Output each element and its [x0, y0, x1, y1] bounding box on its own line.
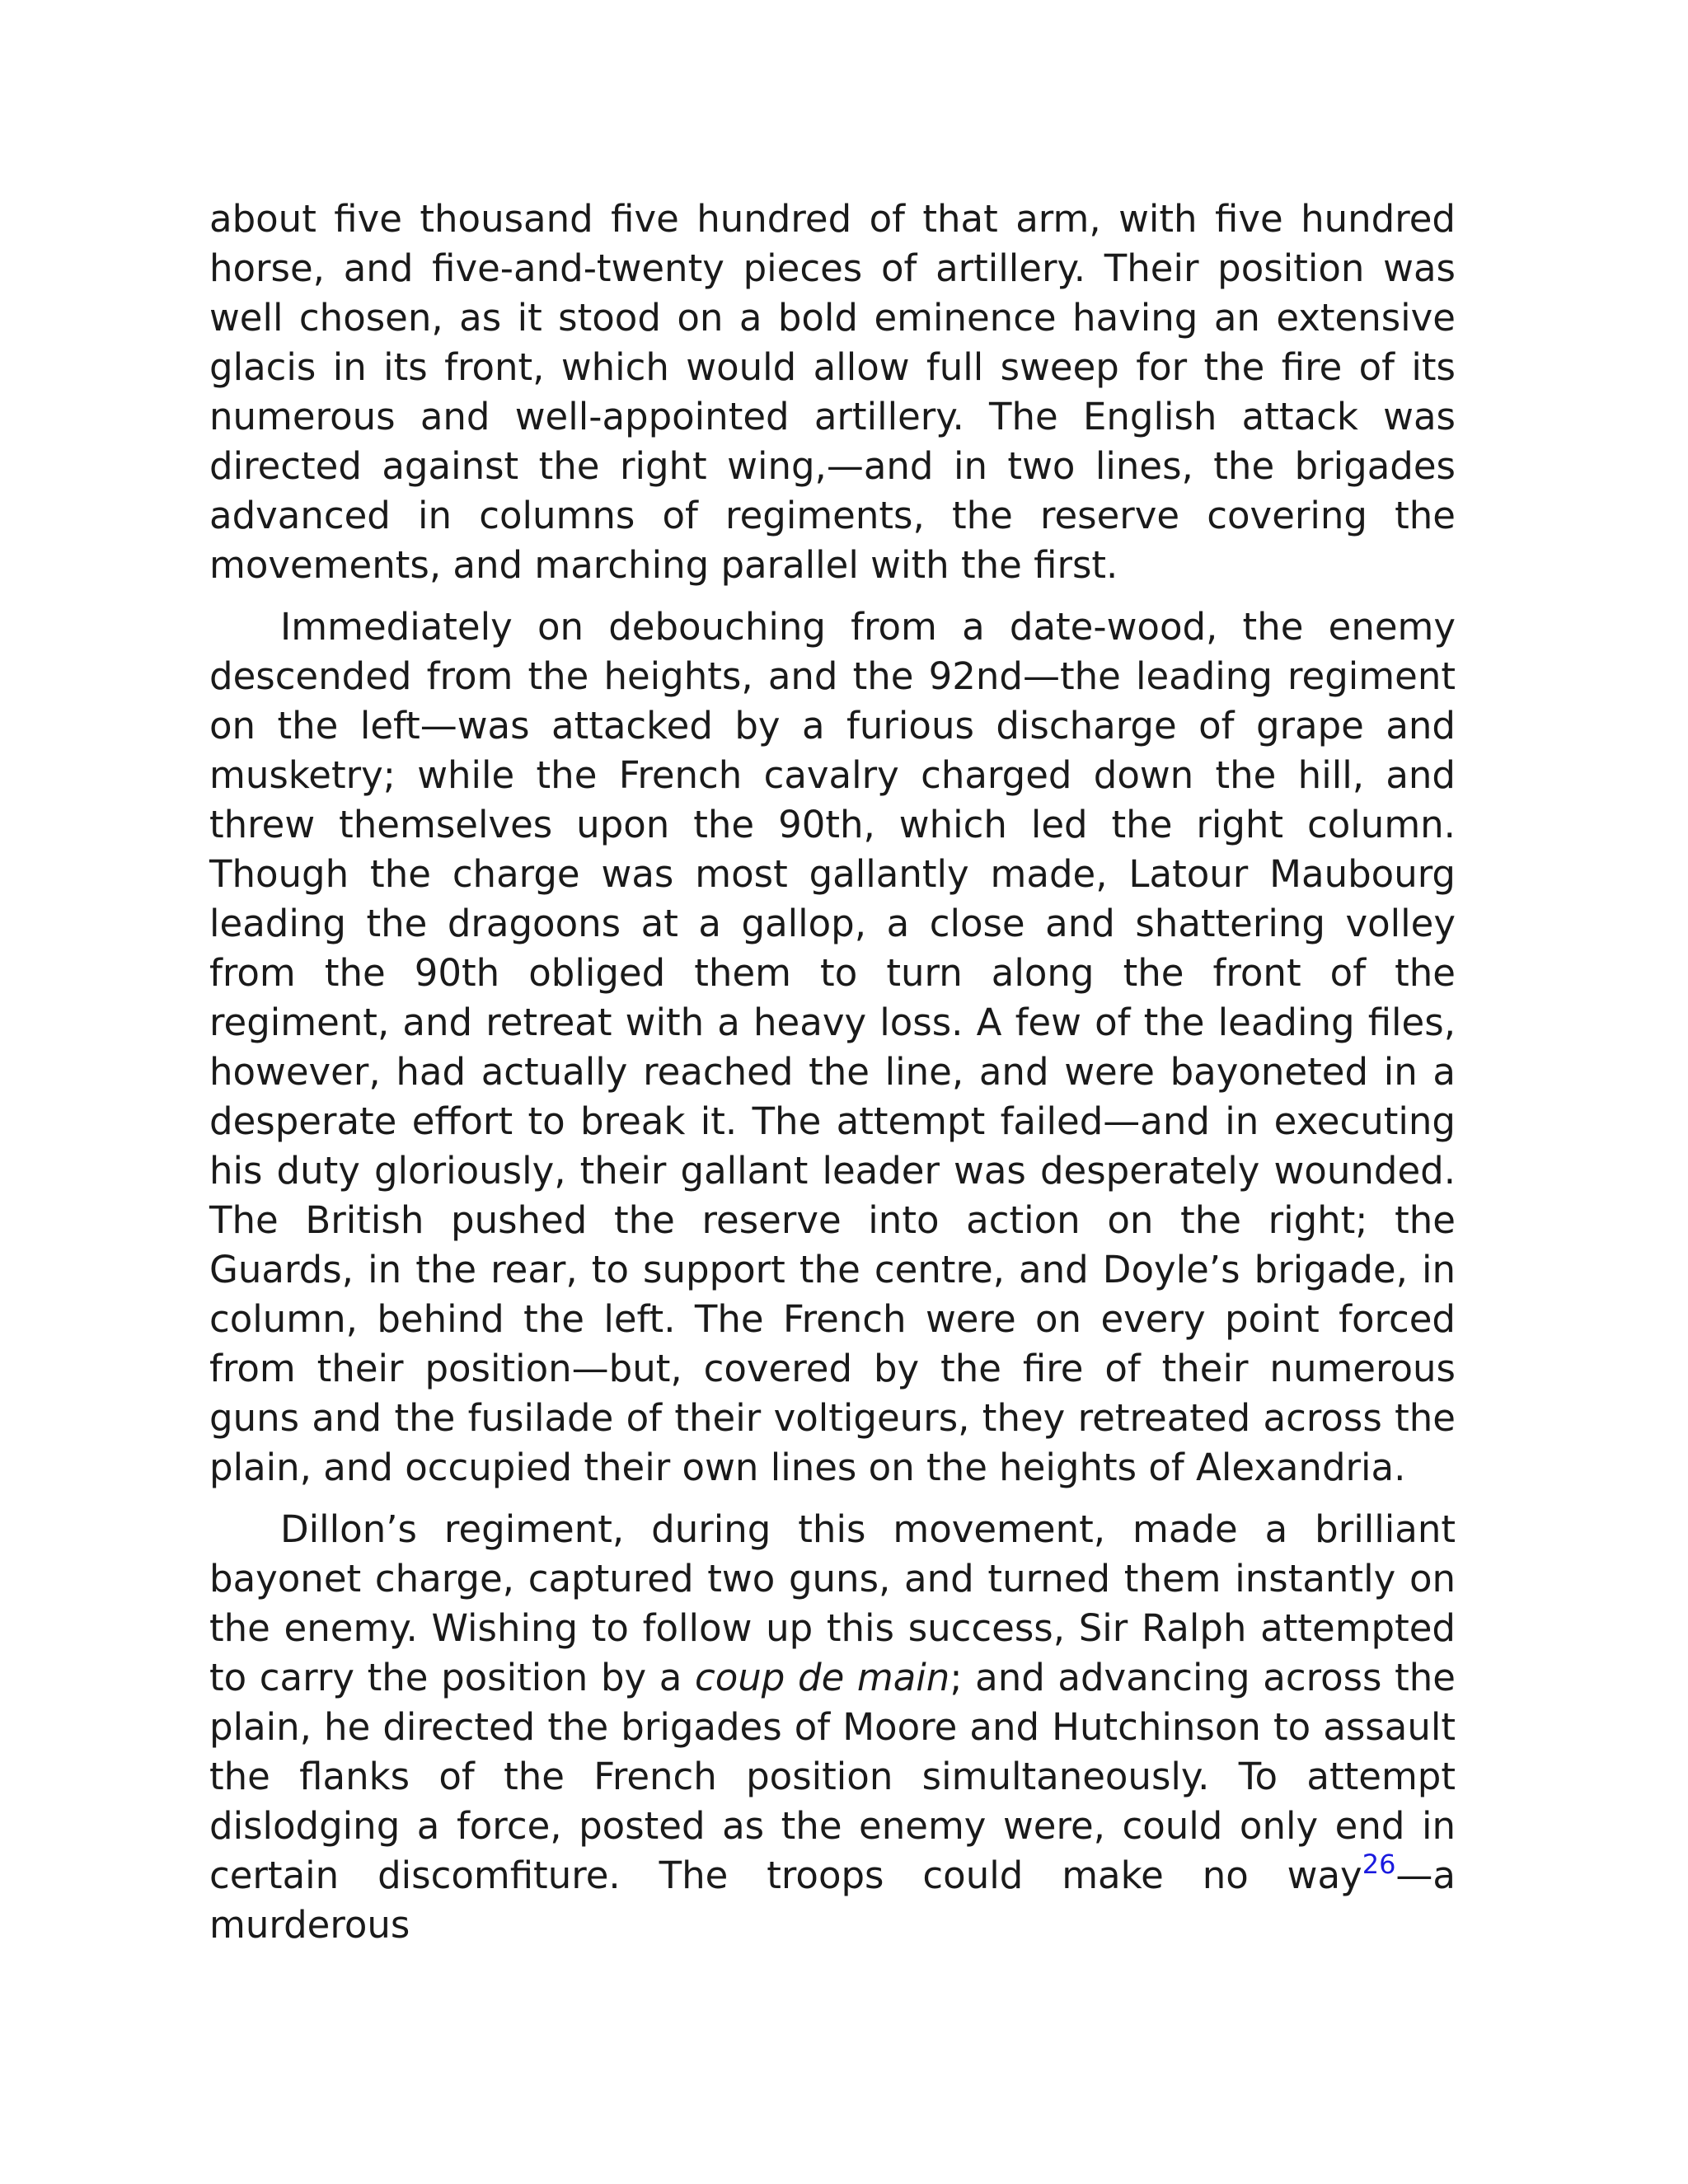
footnote-link[interactable]: 26 [1362, 1849, 1396, 1880]
paragraph-3 [209, 1505, 1456, 1950]
paragraph-2 [209, 602, 1456, 1493]
paragraph-1 [209, 194, 1456, 590]
paragraph-3-text-middle: ; and advancing across the plain, he directed the brigades of Moore and Hutchinson to assault the flanks of the French position simultaneously. To attempt dislodging a force, posted as the enemy were, could only end in certain discomfiture. The troops could make no way [209, 1656, 1456, 1897]
paragraph-1-text: about five thousand five hundred of that arm, with five hundred horse, and five-and-twenty pieces of artillery. Their position was well chosen, as it stood on a bold eminence having an extensive glacis in its front, which would allow full sweep for the fire of its numerous and well-appointed artillery. The English attack was directed against the right wing,—and in two lines, the brigades advanced in columns of regiments, the reserve covering the movements, and marching parallel with the first. [209, 197, 1456, 587]
page-body [209, 194, 1456, 1962]
italic-phrase: coup de main [695, 1656, 950, 1699]
paragraph-3-text-end: —a murderous [209, 1854, 1456, 1947]
paragraph-3-text-start: Dillon’s regiment, during this movement, made a brilliant bayonet charge, captured two guns, and turned them instantly on the enemy. Wishing to follow up this success, Sir Ralph attempted to carry the position by a [209, 1507, 1456, 1699]
paragraph-2-text: Immediately on debouching from a date-wood, the enemy descended from the heights, and the 92nd—the leading regiment on the left—was attacked by a furious discharge of grape and musketry; while the French cavalry charged down the hill, and threw themselves upon the 90th, which led the right column. Though the charge was most gallantly made, Latour Maubourg leading the dragoons at a gallop, a close and shattering volley from the 90th obliged them to turn along the front of the regiment, and retreat with a heavy loss. A few of the leading files, however, had actually reached the line, and were bayoneted in a desperate effort to break it. The attempt failed—and in executing his duty gloriously, their gallant leader was desperately wounded. The British pushed the reserve into action on the right; the Guards, in the rear, to support the centre, and Doyle’s brigade, in column, behind the left. The French were on every point forced from their position—but, covered by the fire of their numerous guns and the fusilade of their voltigeurs, they retreated across the plain, and occupied their own lines on the heights of Alexandria. [209, 605, 1456, 1489]
